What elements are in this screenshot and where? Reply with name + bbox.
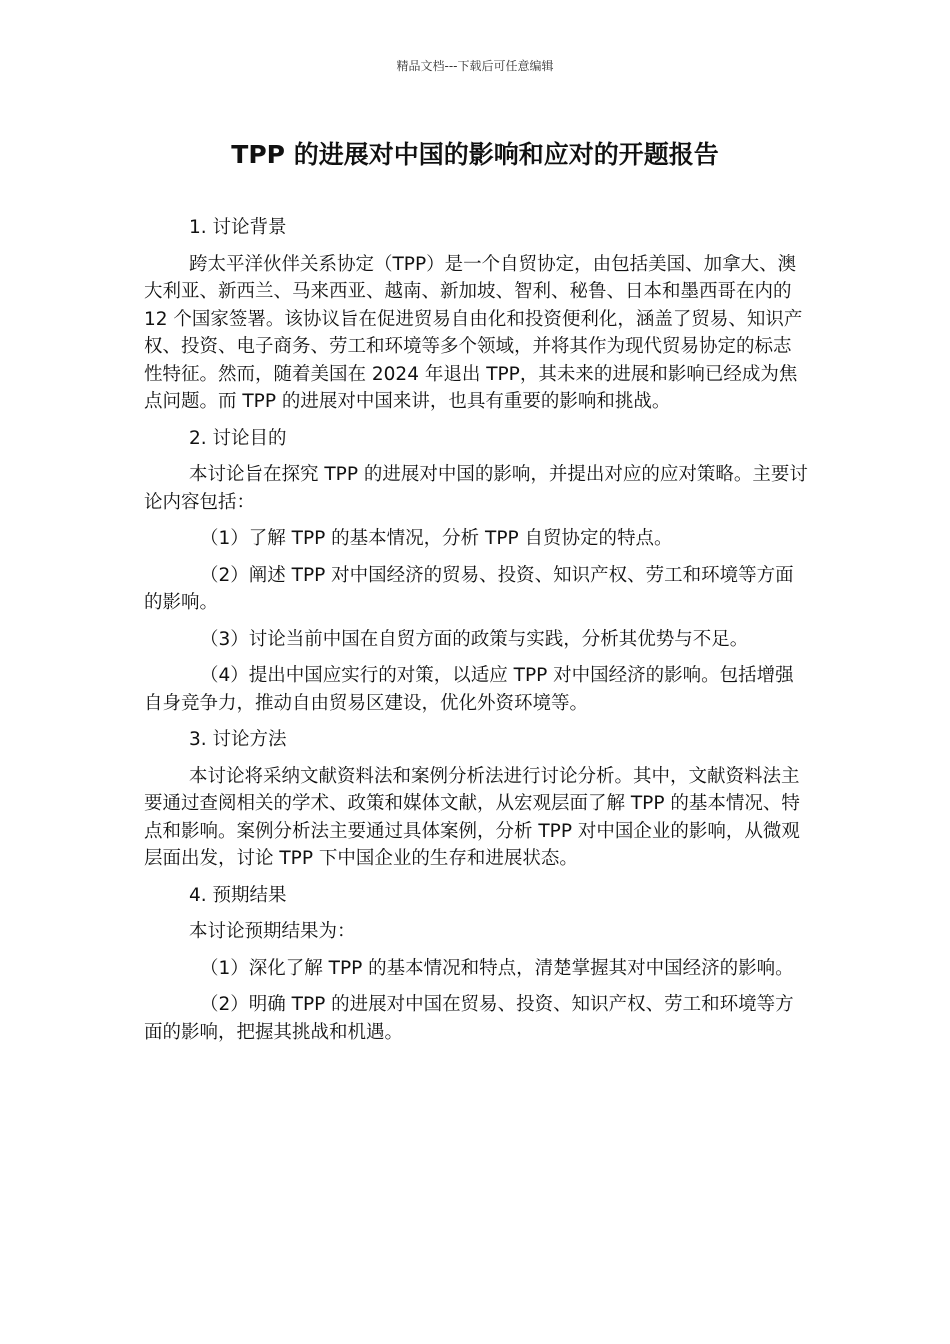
- section-heading-purpose: 2. 讨论目的: [189, 427, 287, 449]
- page-header-note: 精品文档---下载后可任意编辑: [396, 59, 554, 73]
- paragraph-purpose: 本讨论旨在探究 TPP 的进展对中国的影响，并提出对应的应对策略。主要讨论内容包括：: [144, 464, 808, 513]
- section-heading-results: 4. 预期结果: [189, 884, 287, 906]
- paragraph-results: 本讨论预期结果为：: [189, 921, 356, 942]
- section-heading-background: 1. 讨论背景: [189, 217, 287, 238]
- paragraph-background: 跨太平洋伙伴关系协定（TPP）是一个自贸协定，由包括美国、加拿大、澳大利亚、新西兰、马来西亚、越南、新加坡、智利、秘鲁、日本和墨西哥在内的 12 个国家签署。该协议旨在促进贸易自由化和投资便利化，涵盖了贸易、知识产权、投资、电子商务、劳工和环境等多个领域，并将其作为现代贸易协定的标志性特征。然而，随着美国在 2024 年退出 TPP，其未来的进展和影响已经成为焦点问题。而 TPP 的进展对中国来讲，也具有重要的影响和挑战。: [144, 253, 803, 412]
- results-item-2: （2）明确 TPP 的进展对中国在贸易、投资、知识产权、劳工和环境等方面的影响，把握其挑战和机遇。: [144, 994, 794, 1043]
- results-item-1: （1）深化了解 TPP 的基本情况和特点，清楚掌握其对中国经济的影响。: [200, 957, 794, 979]
- document-title: TPP 的进展对中国的影响和应对的开题报告: [231, 140, 719, 169]
- document-body: [144, 214, 808, 1046]
- purpose-item-4: （4）提出中国应实行的对策，以适应 TPP 对中国经济的影响。包括增强自身竞争力，推动自由贸易区建设，优化外资环境等。: [144, 665, 794, 714]
- section-heading-method: 3. 讨论方法: [189, 729, 287, 750]
- purpose-item-2: （2）阐述 TPP 对中国经济的贸易、投资、知识产权、劳工和环境等方面的影响。: [144, 564, 794, 613]
- paragraph-method: 本讨论将采纳文献资料法和案例分析法进行讨论分析。其中，文献资料法主要通过查阅相关的学术、政策和媒体文献，从宏观层面了解 TPP 的基本情况、特点和影响。案例分析法主要通过具体案例，分析 TPP 对中国企业的影响，从微观层面出发，讨论 TPP 下中国企业的生存和进展状态。: [144, 765, 800, 869]
- purpose-item-1: （1）了解 TPP 的基本情况，分析 TPP 自贸协定的特点。: [200, 528, 673, 549]
- purpose-item-3: （3）讨论当前中国在自贸方面的政策与实践，分析其优势与不足。: [200, 628, 749, 650]
